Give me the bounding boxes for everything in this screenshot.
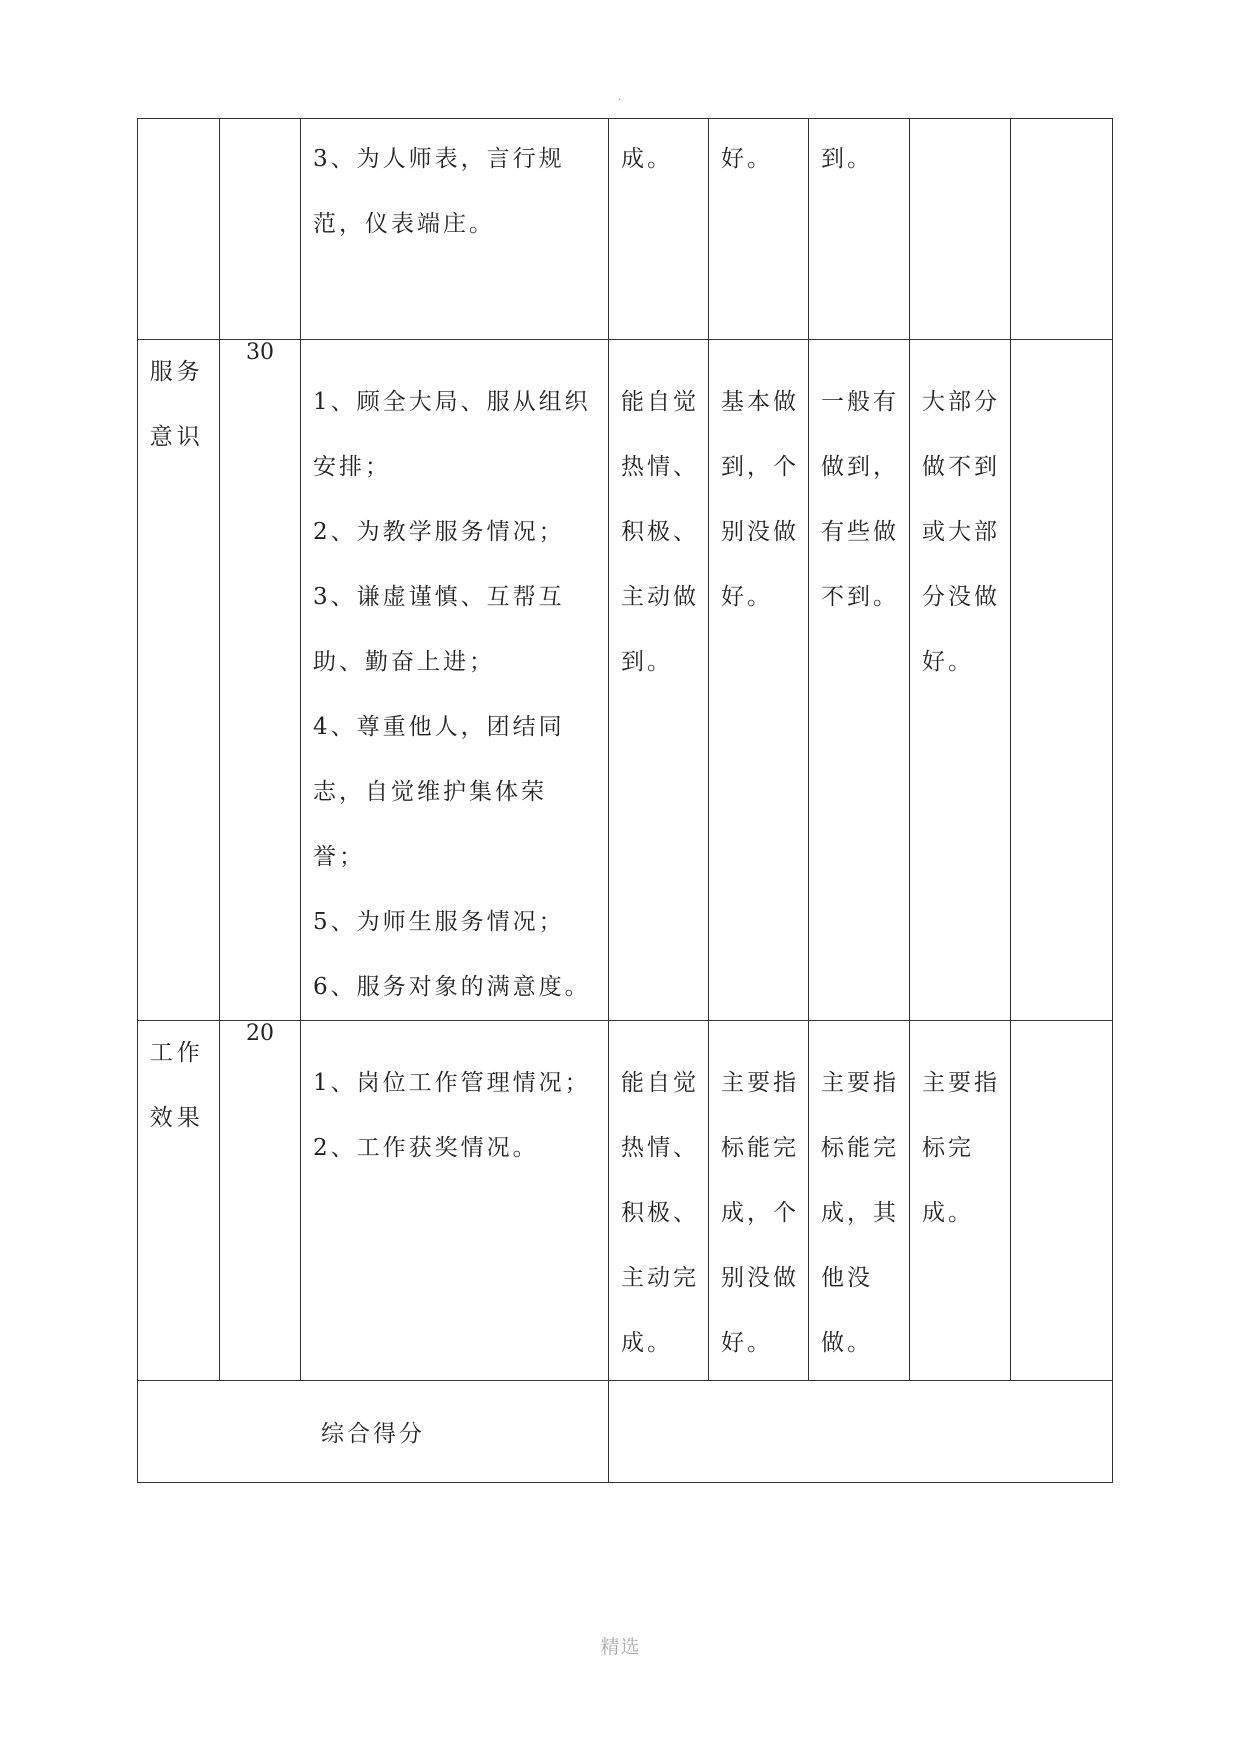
level-good-cell: 基本做到，个别没做好。 (709, 340, 809, 1021)
item-label: 服务意识 (149, 359, 204, 450)
criteria-cell (301, 340, 609, 1021)
level-poor-cell: 大部分做不到或大部分没做好。 (910, 340, 1011, 1021)
criteria-line: 4、尊重他人，团结同志，自觉维护集体荣誉； (313, 714, 565, 870)
level-excellent-cell: 能自觉热情、积极、主动做到。 (609, 340, 709, 1021)
criteria-line: 2、工作获奖情况。 (313, 1135, 539, 1161)
criteria-line: 3、谦虚谨慎、互帮互助、勤奋上进； (313, 584, 565, 675)
level-poor-cell (910, 119, 1011, 340)
criteria-cell (301, 119, 609, 340)
remark-cell (1011, 1021, 1113, 1381)
level-fair-cell: 一般有做到，有些做不到。 (809, 340, 910, 1021)
header-mark: . (618, 92, 622, 103)
remark-cell (1011, 119, 1113, 340)
criteria-line: 3、为人师表，言行规范，仪表端庄。 (313, 146, 565, 237)
score-cell (220, 340, 301, 1021)
level-poor-cell: 主要指标完成。 (910, 1021, 1011, 1381)
item-cell (138, 119, 220, 340)
item-label: 工作效果 (149, 1040, 204, 1131)
item-cell (138, 340, 220, 1021)
total-value (609, 1381, 1113, 1483)
total-label: 综合得分 (138, 1381, 609, 1483)
level-excellent-cell: 成。 (609, 119, 709, 340)
criteria-line: 6、服务对象的满意度。 (313, 974, 591, 1000)
score-value: 30 (246, 340, 274, 365)
total-row (138, 1381, 1113, 1483)
item-cell (138, 1021, 220, 1381)
criteria-line: 2、为教学服务情况； (313, 519, 565, 545)
table-row-3 (138, 1021, 1113, 1381)
score-cell (220, 1021, 301, 1381)
evaluation-table (137, 118, 1113, 1483)
criteria-line: 1、岗位工作管理情况； (313, 1070, 591, 1096)
level-fair-cell: 到。 (809, 119, 910, 340)
level-excellent-cell: 能自觉热情、积极、主动完成。 (609, 1021, 709, 1381)
footer-mark: 精选 (600, 1636, 641, 1658)
table-row-1 (138, 119, 1113, 340)
score-cell (220, 119, 301, 340)
criteria-line: 1、顾全大局、服从组织安排； (313, 389, 591, 480)
level-good-cell: 好。 (709, 119, 809, 340)
criteria-cell (301, 1021, 609, 1381)
level-good-cell: 主要指标能完成，个别没做好。 (709, 1021, 809, 1381)
level-fair-cell: 主要指标能完成，其他没做。 (809, 1021, 910, 1381)
remark-cell (1011, 340, 1113, 1021)
table-row-2 (138, 340, 1113, 1021)
criteria-line: 5、为师生服务情况； (313, 909, 565, 935)
score-value: 20 (246, 1021, 274, 1046)
